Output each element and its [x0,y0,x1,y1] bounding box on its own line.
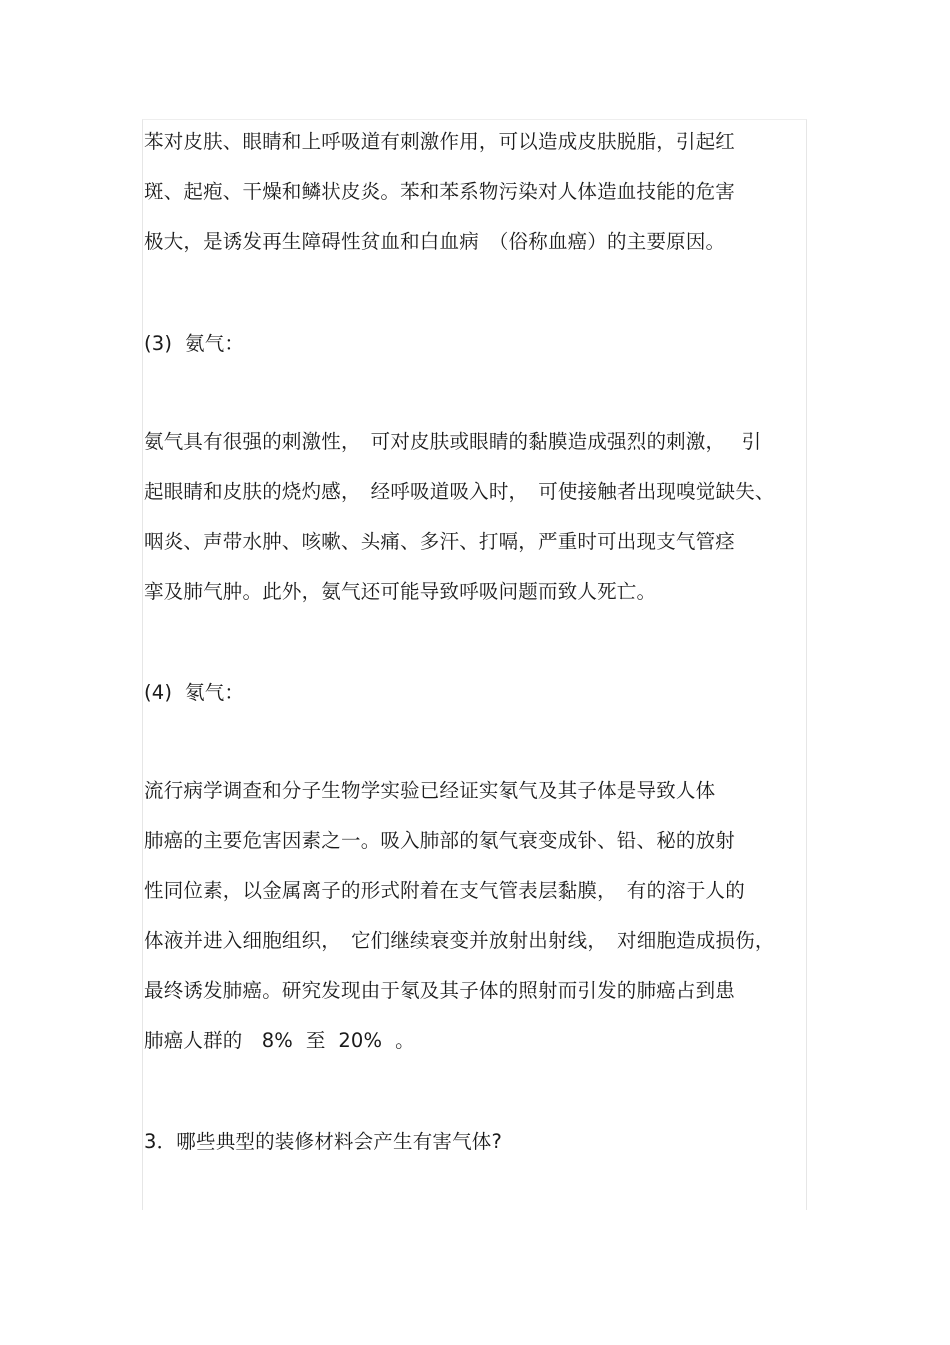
paragraph-ammonia-line-3: 咽炎、声带水肿、咳嗽、头痛、多汗、打嗝，严重时可出现支气管痉 [144,530,736,553]
paragraph-ammonia-line-4: 挛及肺气肿。此外，氨气还可能导致呼吸问题而致人死亡。 [144,580,657,603]
paragraph-benzene-line-3: 极大，是诱发再生障碍性贫血和白血病 （俗称血癌）的主要原因。 [144,230,726,253]
paragraph-radon-line-3: 性同位素，以金属离子的形式附着在支气管表层黏膜， 有的溶于人的 [144,879,745,902]
paragraph-radon-line-2: 肺癌的主要危害因素之一。吸入肺部的氡气衰变成钋、铅、秘的放射 [144,829,736,852]
paragraph-ammonia-line-2: 起眼睛和皮肤的烧灼感， 经呼吸道吸入时， 可使接触者出现嗅觉缺失、 [144,480,775,503]
question-heading: 3．哪些典型的装修材料会产生有害气体? [144,1130,503,1153]
heading-ammonia: (3) 氨气： [144,332,245,355]
paragraph-radon-line-5: 最终诱发肺癌。研究发现由于氡及其子体的照射而引发的肺癌占到患 [144,979,736,1002]
paragraph-ammonia-line-1: 氨气具有很强的刺激性， 可对皮肤或眼睛的黏膜造成强烈的刺激， 引 [144,430,762,453]
heading-radon: (4) 氡气： [144,681,245,704]
paragraph-benzene-line-2: 斑、起疱、干燥和鳞状皮炎。苯和苯系物污染对人体造血技能的危害 [144,180,736,203]
paragraph-radon-line-1: 流行病学调查和分子生物学实验已经证实氡气及其子体是导致人体 [144,779,716,802]
paragraph-benzene-line-1: 苯对皮肤、眼睛和上呼吸道有刺激作用，可以造成皮肤脱脂，引起红 [144,130,736,153]
paragraph-radon-line-6: 肺癌人群的 8% 至 20% 。 [144,1029,415,1052]
paragraph-radon-line-4: 体液并进入细胞组织， 它们继续衰变并放射出射线， 对细胞造成损伤， [144,929,775,952]
